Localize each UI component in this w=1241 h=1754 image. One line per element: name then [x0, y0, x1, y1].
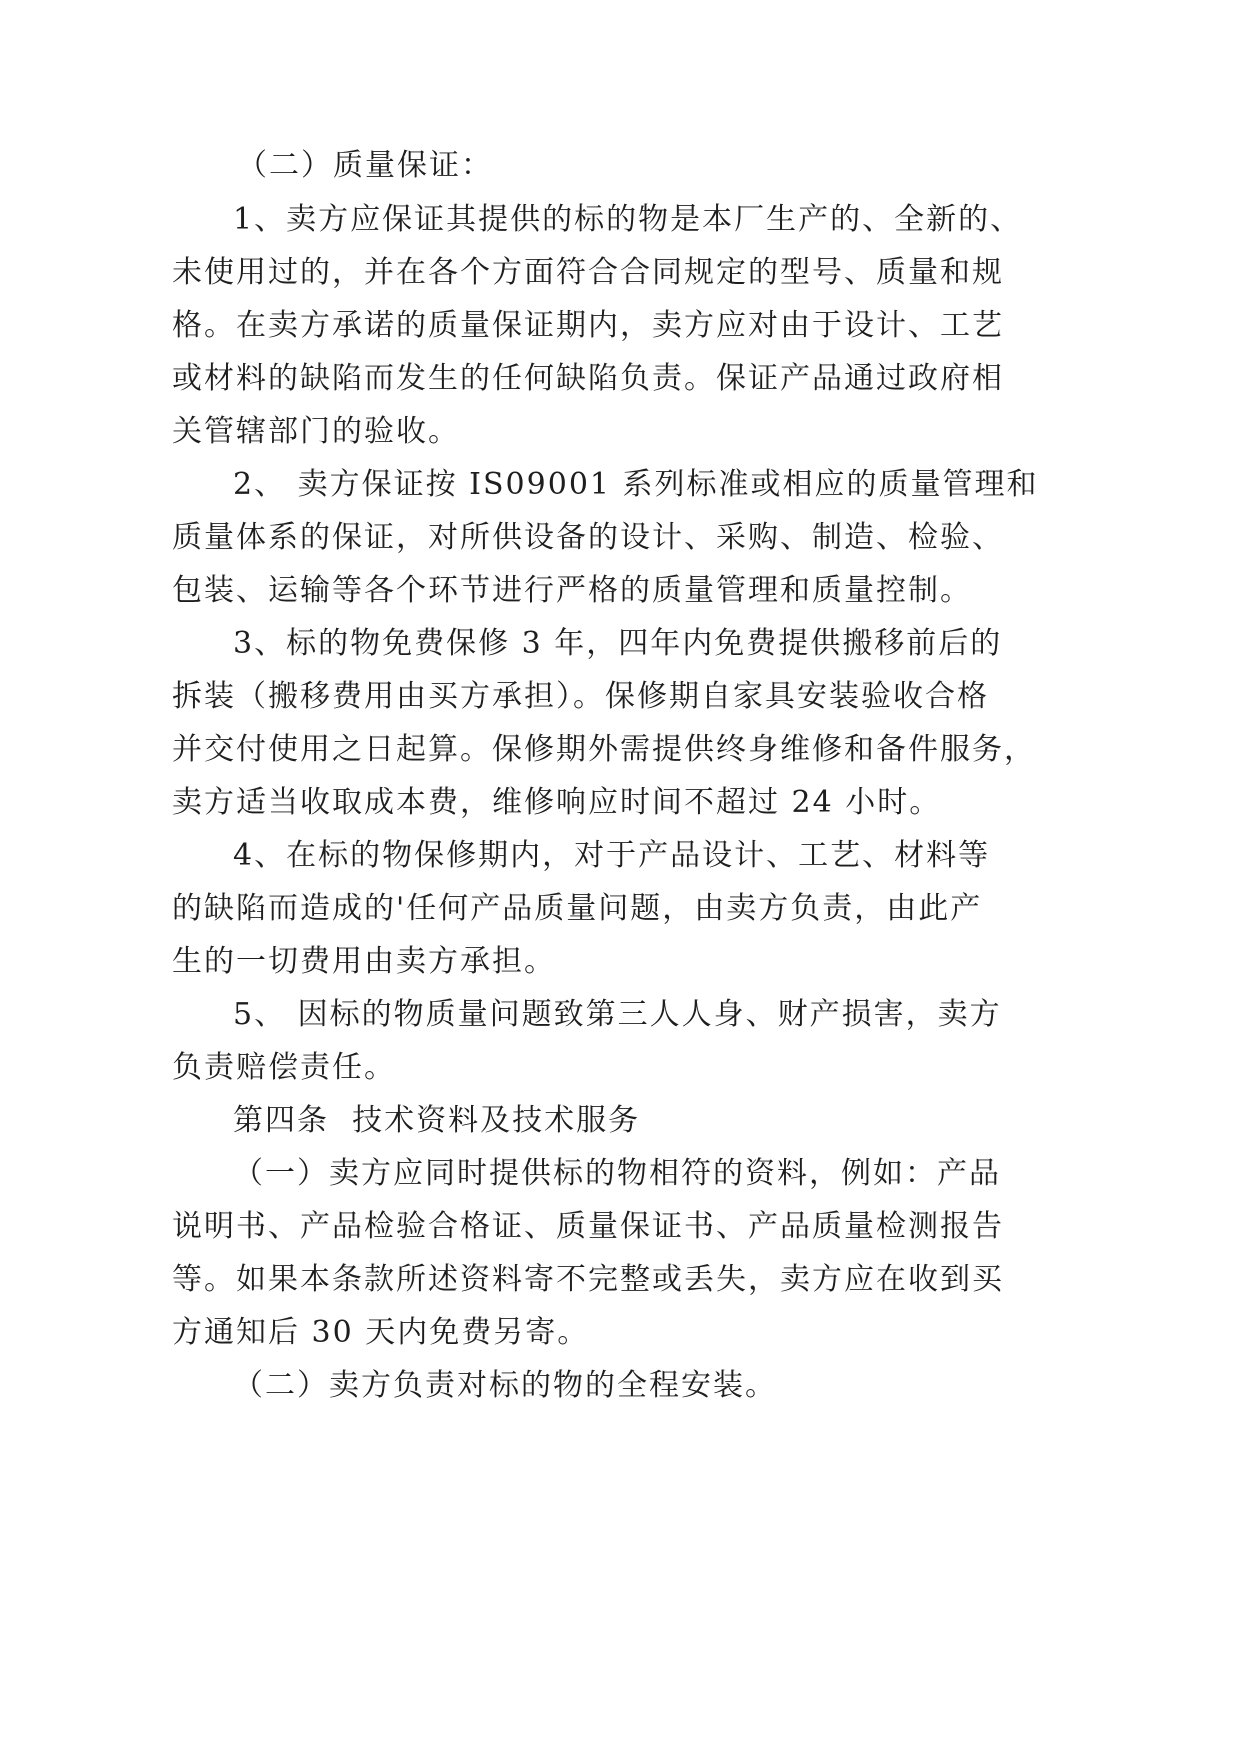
paragraph-1-line-5: 关管辖部门的验收。	[172, 414, 460, 449]
article-4-heading: 第四条 技术资料及技术服务	[233, 1103, 641, 1138]
paragraph-3-line-4: 卖方适当收取成本费，维修响应时间不超过 24 小时。	[172, 785, 942, 820]
article-4-item-2-line-1: （二）卖方负责对标的物的全程安装。	[233, 1368, 777, 1403]
paragraph-5-line-2: 负责赔偿责任。	[172, 1050, 396, 1085]
paragraph-4-line-1: 4、在标的物保修期内，对于产品设计、工艺、材料等	[233, 838, 991, 873]
paragraph-2-line-1: 2、 卖方保证按 IS09001 系列标准或相应的质量管理和	[233, 467, 1039, 502]
paragraph-1-line-2: 未使用过的，并在各个方面符合合同规定的型号、质量和规	[172, 255, 1004, 290]
article-4-item-1-line-2: 说明书、产品检验合格证、质量保证书、产品质量检测报告	[172, 1209, 1004, 1244]
paragraph-4-line-3: 生的一切费用由卖方承担。	[172, 944, 556, 979]
paragraph-3-line-2: 拆装（搬移费用由买方承担）。保修期自家具安装验收合格	[172, 679, 989, 714]
paragraph-4-line-2: 的缺陷而造成的'任何产品质量问题，由卖方负责，由此产	[172, 891, 983, 926]
paragraph-1-line-1: 1、卖方应保证其提供的标的物是本厂生产的、全新的、	[233, 202, 1023, 237]
paragraph-2-line-2: 质量体系的保证，对所供设备的设计、采购、制造、检验、	[172, 520, 1004, 555]
paragraph-3-line-1: 3、标的物免费保修 3 年，四年内免费提供搬移前后的	[233, 626, 1003, 661]
paragraph-3-line-3: 并交付使用之日起算。保修期外需提供终身维修和备件服务，	[172, 732, 1036, 767]
paragraph-1-line-3: 格。在卖方承诺的质量保证期内，卖方应对由于设计、工艺	[172, 308, 1004, 343]
paragraph-5-line-1: 5、 因标的物质量问题致第三人人身、财产损害，卖方	[233, 997, 1002, 1032]
paragraph-2-line-3: 包装、运输等各个环节进行严格的质量管理和质量控制。	[172, 573, 972, 608]
paragraph-1-line-4: 或材料的缺陷而发生的任何缺陷负责。保证产品通过政府相	[172, 361, 1004, 396]
article-4-item-1-line-3: 等。如果本条款所述资料寄不完整或丢失，卖方应在收到买	[172, 1262, 1004, 1297]
article-4-item-1-line-4: 方通知后 30 天内免费另寄。	[172, 1315, 590, 1350]
article-4-item-1-line-1: （一）卖方应同时提供标的物相符的资料，例如：产品	[233, 1156, 1001, 1191]
section-heading-quality-assurance: （二）质量保证：	[237, 148, 493, 183]
